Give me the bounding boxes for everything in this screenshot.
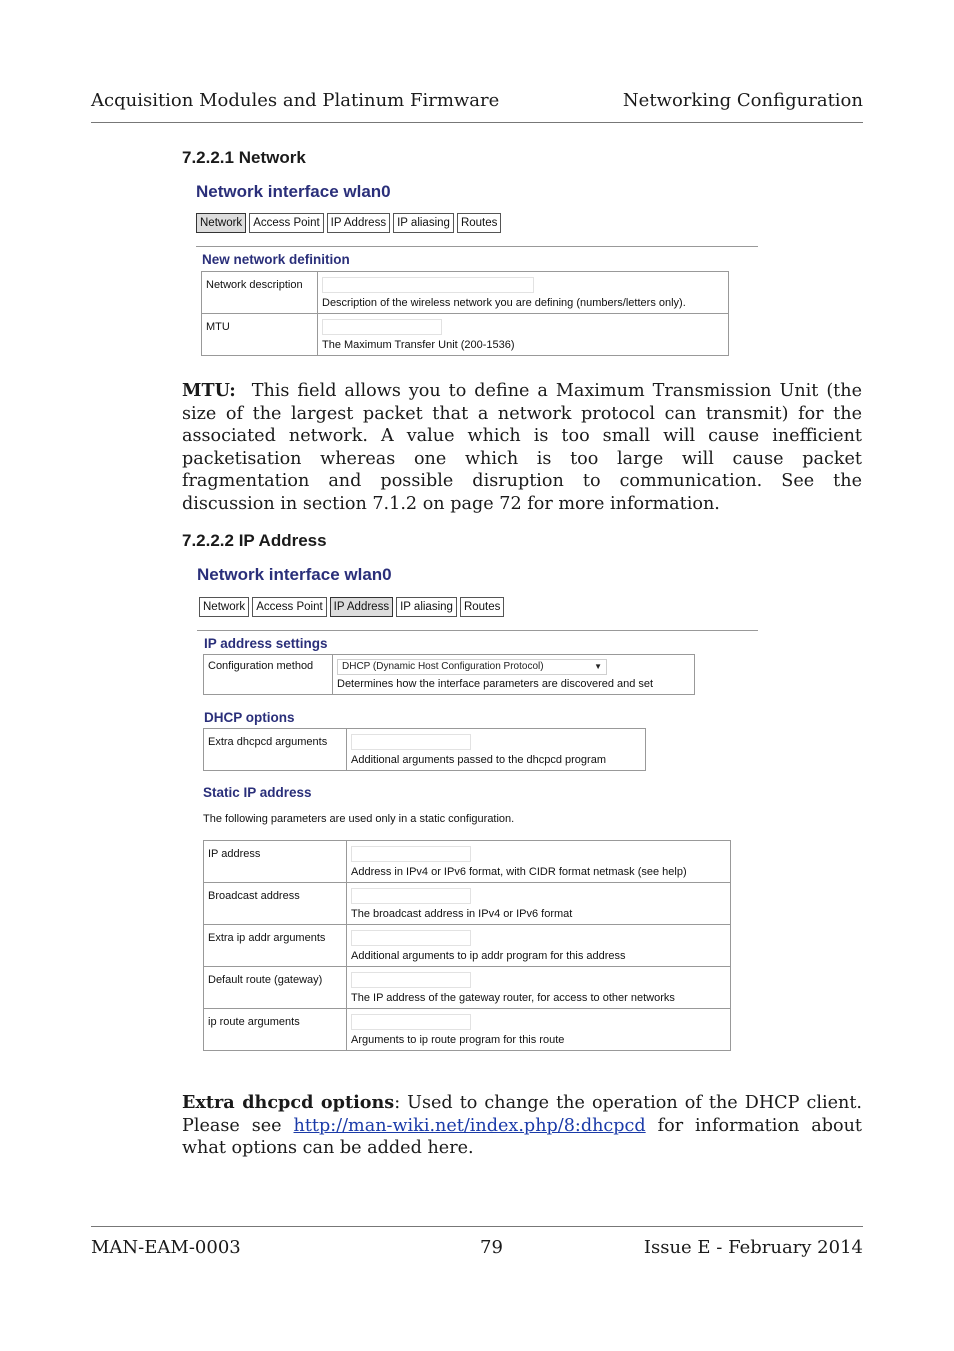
field-cell bbox=[333, 655, 695, 695]
field-label: ip route arguments bbox=[204, 1009, 347, 1051]
field-label: Default route (gateway) bbox=[204, 967, 347, 1009]
group-title-dhcp: DHCP options bbox=[204, 710, 295, 725]
field-cell bbox=[347, 1009, 731, 1051]
ip-route-arguments-input[interactable] bbox=[351, 1014, 471, 1030]
default-route-input[interactable] bbox=[351, 972, 471, 988]
field-description: The IP address of the gateway router, for access to other networks bbox=[351, 992, 675, 1004]
tab-divider bbox=[197, 630, 758, 631]
field-cell bbox=[318, 272, 729, 314]
field-cell bbox=[347, 925, 731, 967]
dhcp-text-before: : Used to change the operation of the DHCP client. Please see bbox=[182, 1093, 862, 1136]
tab-access-point[interactable]: Access Point bbox=[252, 597, 326, 617]
ip-settings-table bbox=[203, 654, 695, 695]
broadcast-address-input[interactable] bbox=[351, 888, 471, 904]
field-description: Address in IPv4 or IPv6 format, with CIDR format netmask (see help) bbox=[351, 866, 687, 878]
field-label: Extra ip addr arguments bbox=[204, 925, 347, 967]
section-heading-ip-address: 7.2.2.2 IP Address bbox=[182, 531, 327, 550]
field-description: The broadcast address in IPv4 or IPv6 format bbox=[351, 908, 573, 920]
extra-dhcpcd-arguments-input[interactable] bbox=[351, 734, 471, 750]
field-label: Broadcast address bbox=[204, 883, 347, 925]
mtu-paragraph bbox=[182, 380, 862, 516]
dhcp-text-after: for information about what options can be added here. bbox=[182, 1115, 862, 1159]
header-rule bbox=[91, 122, 863, 123]
tab-ip-address[interactable]: IP Address bbox=[330, 597, 393, 617]
field-cell bbox=[347, 883, 731, 925]
field-description: Description of the wireless network you are defining (numbers/letters only). bbox=[322, 297, 686, 309]
field-description: Additional arguments to ip addr program for this address bbox=[351, 950, 626, 962]
group-title-static-ip: Static IP address bbox=[203, 785, 312, 800]
group-title-ip-settings: IP address settings bbox=[204, 636, 328, 651]
dhcp-table bbox=[203, 728, 646, 771]
form-row bbox=[204, 925, 731, 967]
tab-bar bbox=[199, 597, 758, 617]
form-row bbox=[202, 314, 729, 356]
tab-divider bbox=[196, 246, 758, 247]
header-left: Acquisition Modules and Platinum Firmware bbox=[91, 90, 500, 111]
tab-ip-aliasing[interactable]: IP aliasing bbox=[396, 597, 457, 617]
static-ip-table bbox=[203, 840, 731, 1051]
field-label: Configuration method bbox=[204, 655, 333, 695]
ip-address-screenshot bbox=[197, 565, 758, 1051]
footer-left: MAN-EAM-0003 bbox=[91, 1237, 241, 1258]
ip-address-input[interactable] bbox=[351, 846, 471, 862]
field-label: Network description bbox=[202, 272, 318, 314]
form-row bbox=[202, 272, 729, 314]
interface-title: Network interface wlan0 bbox=[196, 182, 391, 201]
header-right: Networking Configuration bbox=[622, 90, 863, 111]
tab-network[interactable]: Network bbox=[196, 213, 246, 233]
field-cell bbox=[318, 314, 729, 356]
configuration-method-select[interactable] bbox=[337, 659, 607, 675]
form-row bbox=[204, 883, 731, 925]
dhcp-term: Extra dhcpcd options bbox=[182, 1092, 395, 1113]
static-note: The following parameters are used only in a static configuration. bbox=[203, 813, 515, 825]
field-description: Determines how the interface parameters are discovered and set bbox=[337, 678, 654, 690]
field-label: IP address bbox=[204, 841, 347, 883]
tab-routes[interactable]: Routes bbox=[460, 597, 504, 617]
field-cell bbox=[347, 967, 731, 1009]
group-title-new-network: New network definition bbox=[202, 252, 350, 267]
form-row bbox=[204, 655, 695, 695]
tab-routes[interactable]: Routes bbox=[457, 213, 501, 233]
dhcp-paragraph bbox=[182, 1092, 862, 1160]
form-row bbox=[204, 841, 731, 883]
tab-access-point[interactable]: Access Point bbox=[249, 213, 323, 233]
interface-title: Network interface wlan0 bbox=[197, 565, 392, 584]
network-screenshot bbox=[196, 182, 758, 356]
tab-network[interactable]: Network bbox=[199, 597, 249, 617]
tab-ip-address[interactable]: IP Address bbox=[327, 213, 390, 233]
tab-ip-aliasing[interactable]: IP aliasing bbox=[393, 213, 454, 233]
select-value: DHCP (Dynamic Host Configuration Protocol) bbox=[342, 661, 544, 672]
footer-rule bbox=[91, 1226, 863, 1227]
section-heading-network: 7.2.2.1 Network bbox=[182, 148, 306, 167]
field-label: MTU bbox=[202, 314, 318, 356]
tab-bar bbox=[196, 213, 758, 233]
mtu-input[interactable] bbox=[322, 319, 442, 335]
extra-ip-addr-arguments-input[interactable] bbox=[351, 930, 471, 946]
network-description-input[interactable] bbox=[322, 277, 534, 293]
field-cell bbox=[347, 841, 731, 883]
field-cell bbox=[347, 729, 646, 771]
form-row bbox=[204, 967, 731, 1009]
form-row bbox=[204, 729, 646, 771]
field-description: The Maximum Transfer Unit (200-1536) bbox=[322, 339, 515, 351]
field-label: Extra dhcpcd arguments bbox=[204, 729, 347, 771]
form-row bbox=[204, 1009, 731, 1051]
network-form-table bbox=[201, 271, 729, 356]
field-description: Additional arguments passed to the dhcpcd program bbox=[351, 754, 606, 766]
dhcpcd-man-link[interactable]: http://man-wiki.net/index.php/8:dhcpcd bbox=[293, 1115, 646, 1136]
field-description: Arguments to ip route program for this route bbox=[351, 1034, 565, 1046]
mtu-text: This field allows you to define a Maximum Transmission Unit (the size of the largest packet that a network protocol can transmit) for the associated network. A value which is too small will cause inefficient packetisation whereas one which is too large will cause packet fragmentation and possible disruption to communication. See the discussion in section 7.1.2 on page 72 for more information. bbox=[182, 381, 862, 514]
mtu-term: MTU: bbox=[182, 380, 236, 401]
footer-right: Issue E - February 2014 bbox=[643, 1237, 863, 1258]
chevron-down-icon: ▼ bbox=[594, 662, 602, 671]
page-number: 79 bbox=[480, 1237, 503, 1258]
